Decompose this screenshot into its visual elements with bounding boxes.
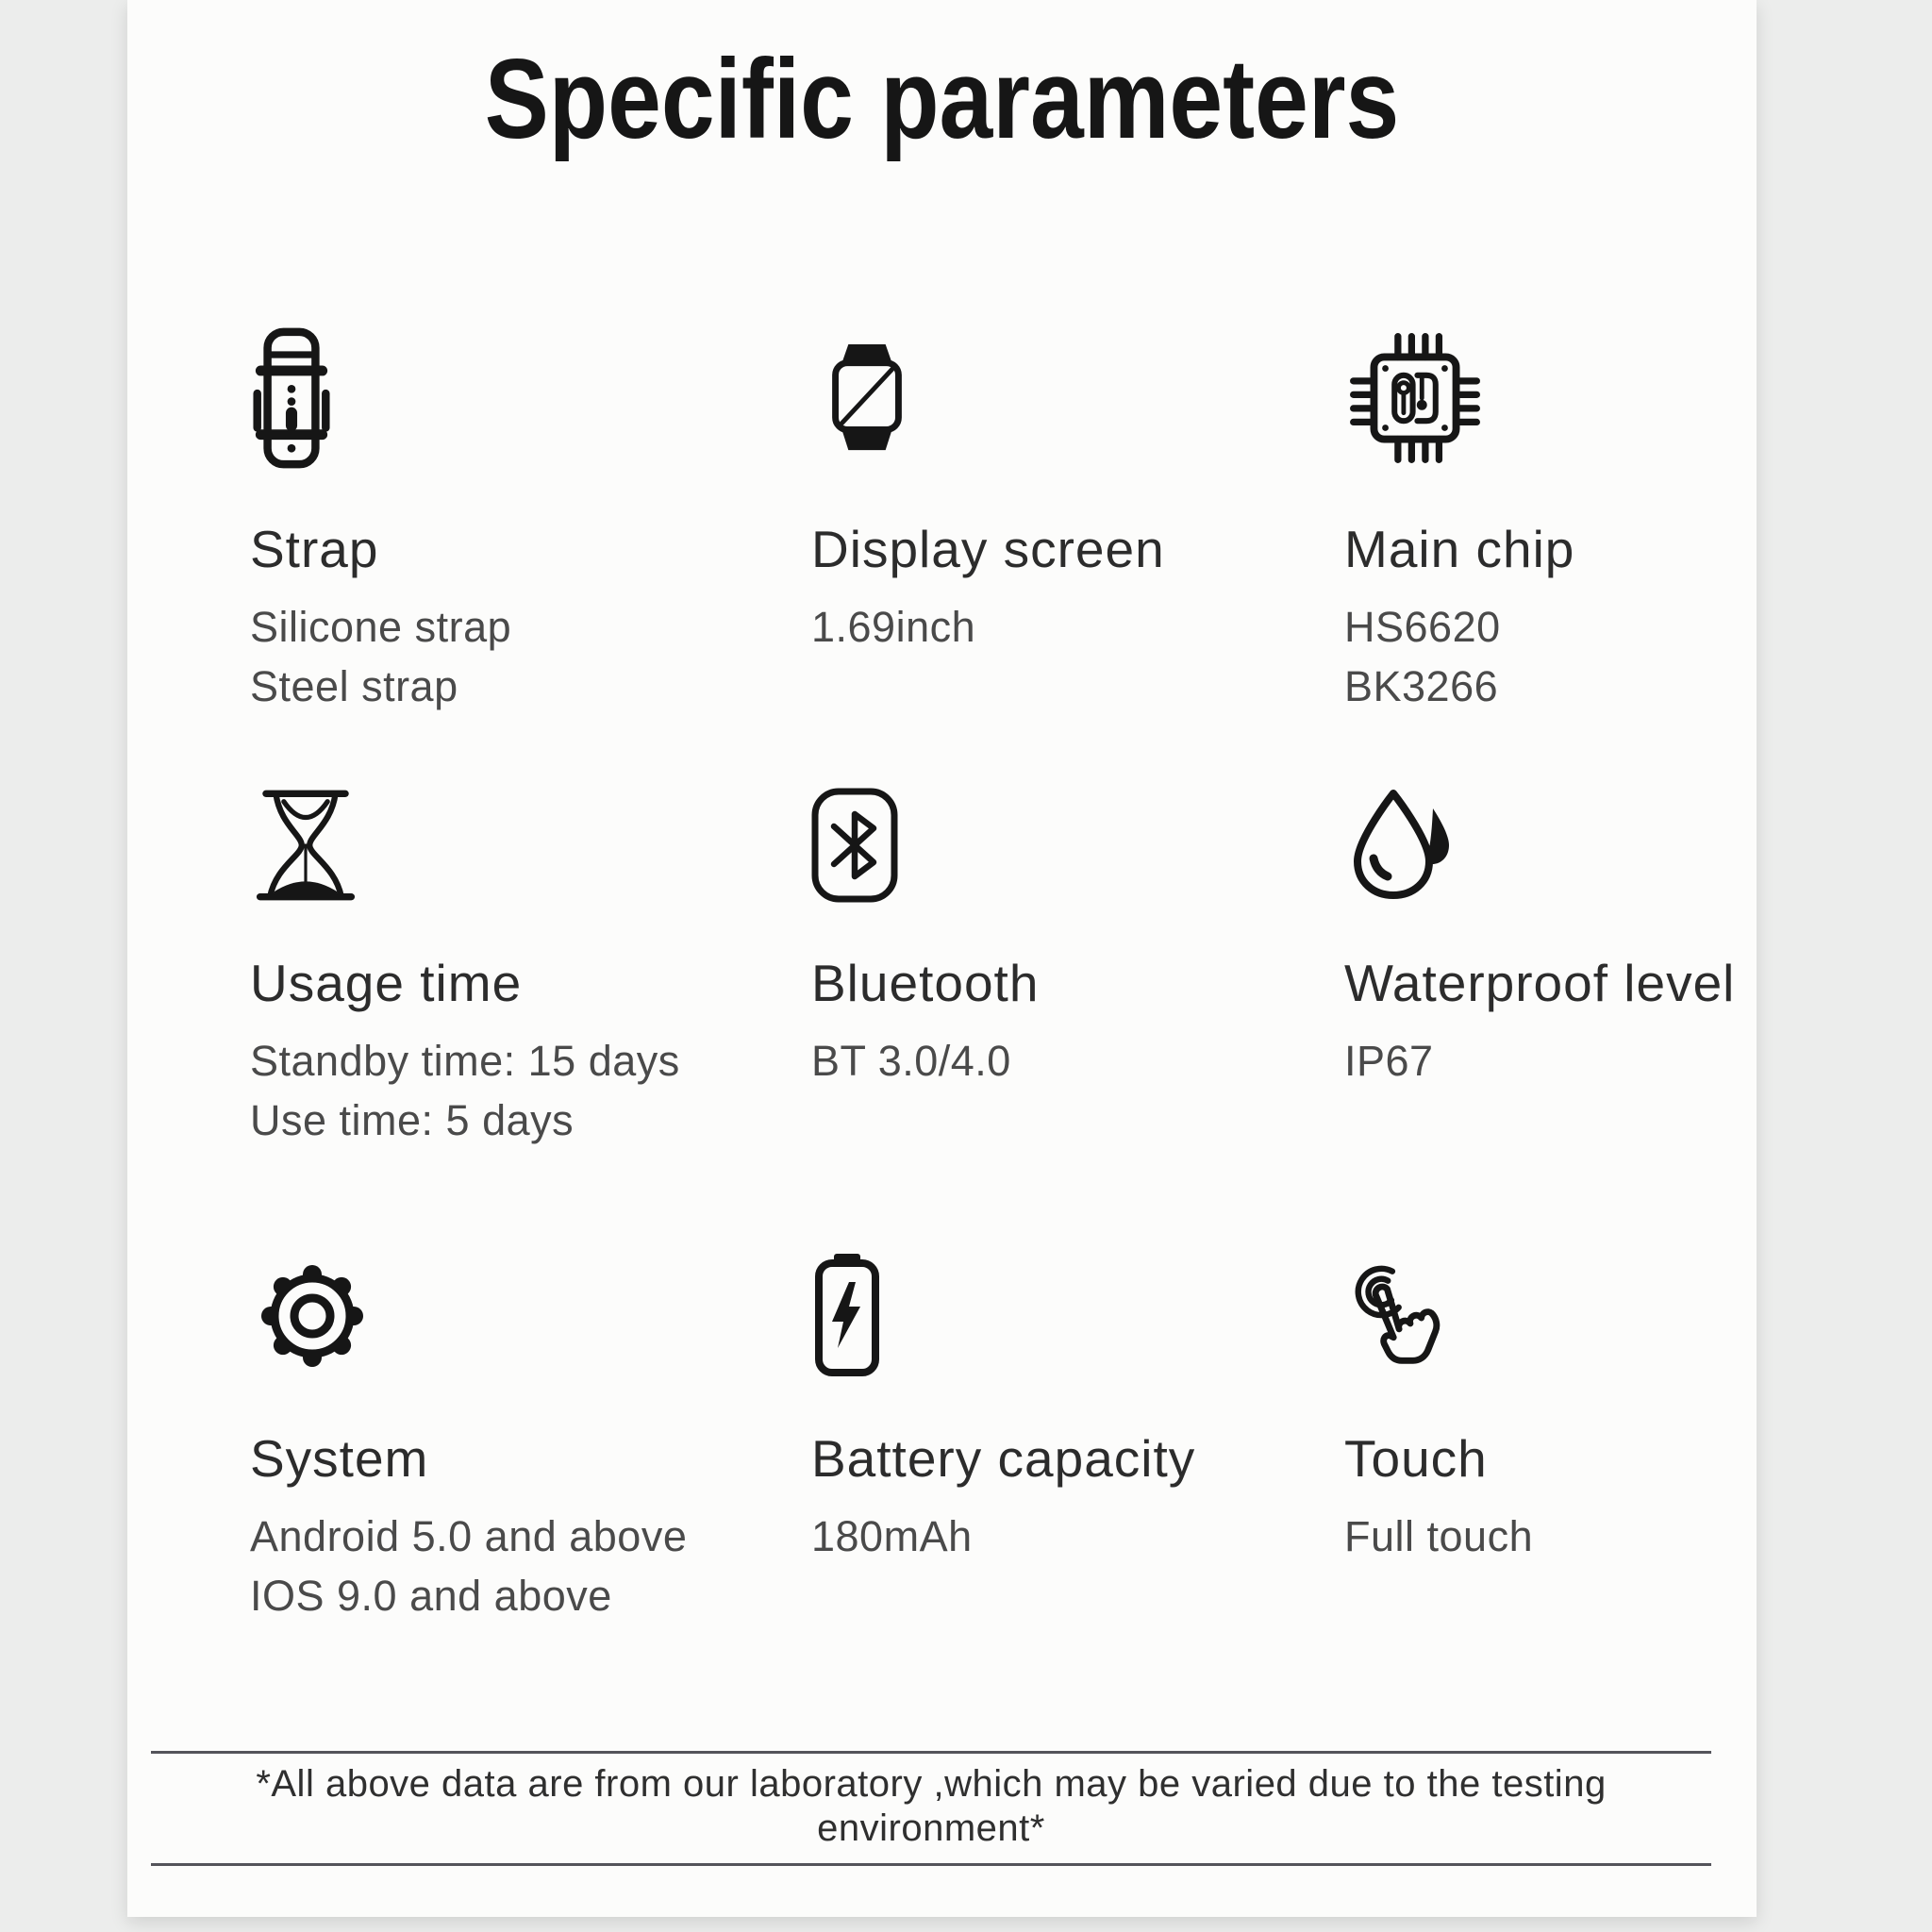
footer-line-2: environment* [817, 1807, 1045, 1849]
spec-sheet-card [127, 0, 1757, 1917]
spec-label: Main chip [1344, 520, 1575, 578]
display-screen-icon [811, 325, 923, 469]
spec-item-chip [1344, 325, 1757, 788]
spec-value: Steel strap [250, 662, 458, 710]
battery-icon [811, 1250, 883, 1378]
spec-value: Full touch [1344, 1512, 1534, 1560]
spec-label: Display screen [811, 520, 1165, 578]
spec-item-battery [811, 1250, 1344, 1712]
spec-value: BT 3.0/4.0 [811, 1037, 1011, 1085]
spec-item-waterproof [1344, 788, 1757, 1250]
spec-value: HS6620 [1344, 603, 1501, 651]
spec-item-touch [1344, 1250, 1757, 1712]
spec-value: BK3266 [1344, 662, 1499, 710]
spec-item-bluetooth [811, 788, 1344, 1250]
watch-strap-icon [250, 325, 333, 469]
gear-icon [250, 1250, 375, 1378]
chip-icon [1344, 325, 1486, 469]
spec-value: Android 5.0 and above [250, 1512, 688, 1560]
page-title: Specific parameters [484, 36, 1400, 162]
footer-disclaimer [151, 1751, 1711, 1866]
spec-label: Battery capacity [811, 1429, 1196, 1488]
bluetooth-icon [811, 788, 898, 903]
spec-label: System [250, 1429, 429, 1488]
spec-item-strap [250, 325, 811, 788]
hourglass-icon [250, 788, 361, 903]
spec-value: 1.69inch [811, 603, 976, 651]
spec-label: Waterproof level [1344, 954, 1736, 1012]
spec-label: Bluetooth [811, 954, 1040, 1012]
spec-item-system [250, 1250, 811, 1712]
spec-value: 180mAh [811, 1512, 973, 1560]
footer-line-1: *All above data are from our laboratory ,which may be varied due to the testing [256, 1763, 1607, 1805]
touch-icon [1344, 1250, 1463, 1378]
spec-label: Usage time [250, 954, 523, 1012]
spec-grid [250, 325, 1757, 1712]
spec-value: Silicone strap [250, 603, 512, 651]
spec-label: Strap [250, 520, 379, 578]
spec-value: Use time: 5 days [250, 1096, 575, 1144]
spec-item-usage-time [250, 788, 811, 1250]
spec-value: IP67 [1344, 1037, 1434, 1085]
waterdrop-icon [1344, 788, 1463, 903]
spec-label: Touch [1344, 1429, 1488, 1488]
spec-value: Standby time: 15 days [250, 1037, 680, 1085]
spec-item-display [811, 325, 1344, 788]
spec-value: IOS 9.0 and above [250, 1572, 612, 1620]
